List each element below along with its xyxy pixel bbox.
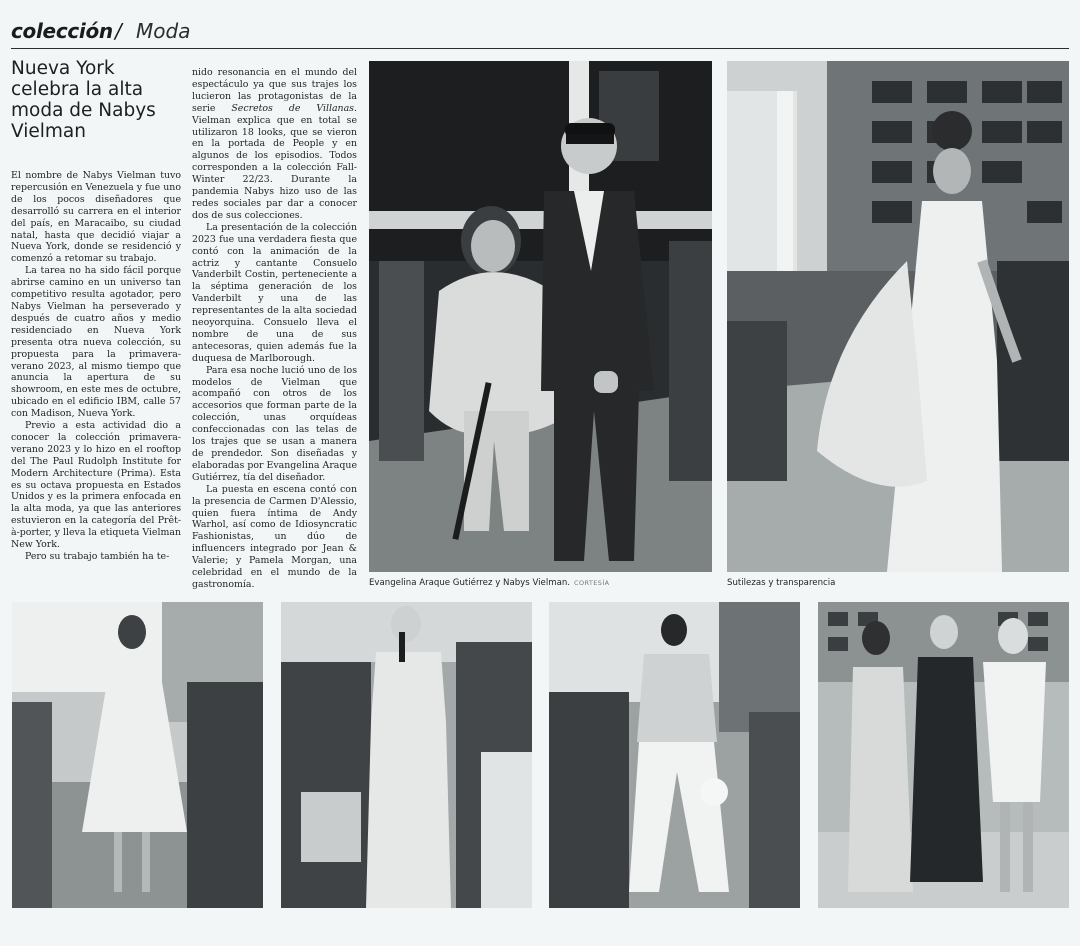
article-headline: Nueva York celebra la alta moda de Nabys Vielman [11, 58, 156, 142]
section-name: colección [11, 19, 113, 43]
photo-host-microphone [281, 602, 532, 908]
photo-runway-lace-top [549, 602, 800, 908]
paragraph: Para esa noche lució uno de los modelos de Vielman que acompañó con otros de los accesorios que forman parte de la colección, unas orquídeas confeccionadas con las telas de los trajes que se usan a manera de prendedor. Son diseñadas y elaboradas por Evangelina Araque Gutiérrez, tía del diseñador. [192, 364, 357, 483]
article-column-2 [192, 67, 357, 591]
series-title: Secretos de Villanas [231, 102, 354, 114]
paragraph-text: nido resonancia en el mundo del espectáculo ya que sus trajes los lucieron las protagonistas de la serie [192, 67, 357, 114]
photo-caption [369, 578, 610, 588]
paragraph: La presentación de la colección 2023 fue una verdadera fiesta que contó con la animación de la actriz y cantante Consuelo Vanderbilt Costin, perteneciente a la séptima generación de los Vanderbilt y una de las representantes de la alta sociedad neoyorquina. Consuelo lleva el nombre de una de sus antecesoras, quien además fue la duquesa de Marlborough. [192, 221, 357, 364]
photo-runway-ruffled-dress [12, 602, 263, 908]
photo-credit: CORTESÍA [574, 579, 610, 587]
photo-guests-group [818, 602, 1069, 908]
paragraph: Previo a esta actividad dio a conocer la colección primavera-verano 2023 y lo hizo en el rooftop del The Paul Rudolph Institute for Modern Architecture (Prima). Esta es su octava propuesta en Estados Unidos y es la primera enfocada en la alta moda, ya que las anteriores estuvieron en la categoría del Prêt-à-porter, y lleva la etiqueta Vielman New York. [11, 420, 181, 551]
photo-caption: Sutilezas y transparencia [727, 578, 836, 588]
caption-text: Evangelina Araque Gutiérrez y Nabys Vielman. [369, 578, 571, 588]
section-header [11, 18, 1069, 49]
paragraph: Pero su trabajo también ha te- [25, 551, 170, 562]
paragraph [192, 67, 357, 222]
paragraph-text: . Vielman explica que en total se utilizaron 18 looks, que se vieron en la portada de People y en algunos de los episodios. Todos corresponden a la colección Fall-Winter 22/23. Durante la pandemia Nabys hizo uso de las redes sociales par dar a conocer dos de sus colecciones. [192, 102, 357, 221]
photo-couple [369, 61, 712, 572]
paragraph: La tarea no ha sido fácil porque abrirse camino en un universo tan competitivo resulta agotador, pero Nabys Vielman ha perseverado y después de cuatro años y medio residenciado en Nueva York presenta otra nueva colección, su propuesta para la primavera-verano 2023, al mismo tiempo que anuncia la apertura de su showroom, en este mes de octubre, ubicado en el edificio IBM, calle 57 con Madison, Nueva York. [11, 265, 181, 420]
paragraph: El nombre de Nabys Vielman tuvo repercusión en Venezuela y fue uno de los pocos diseñadores que desarrolló su carrera en el interior del país, en Maracaibo, su ciudad natal, hasta que decidió viajar a Nueva York, donde se residenció y comenzó a retomar su trabajo. [11, 170, 181, 265]
article-column-1 [11, 170, 181, 563]
section-separator: / [115, 19, 122, 43]
paragraph: La puesta en escena contó con la presencia de Carmen D'Alessio, quien fuera íntima de Andy Warhol, así como de Idiosyncratic Fashionistas, un dúo de influencers integrado por Jean & Valerie; y Pamela Morgan, una celebridad en el mundo de la gastronomía. [192, 483, 357, 590]
subsection-name: Moda [136, 19, 191, 43]
photo-runway-white-dress [727, 61, 1069, 572]
